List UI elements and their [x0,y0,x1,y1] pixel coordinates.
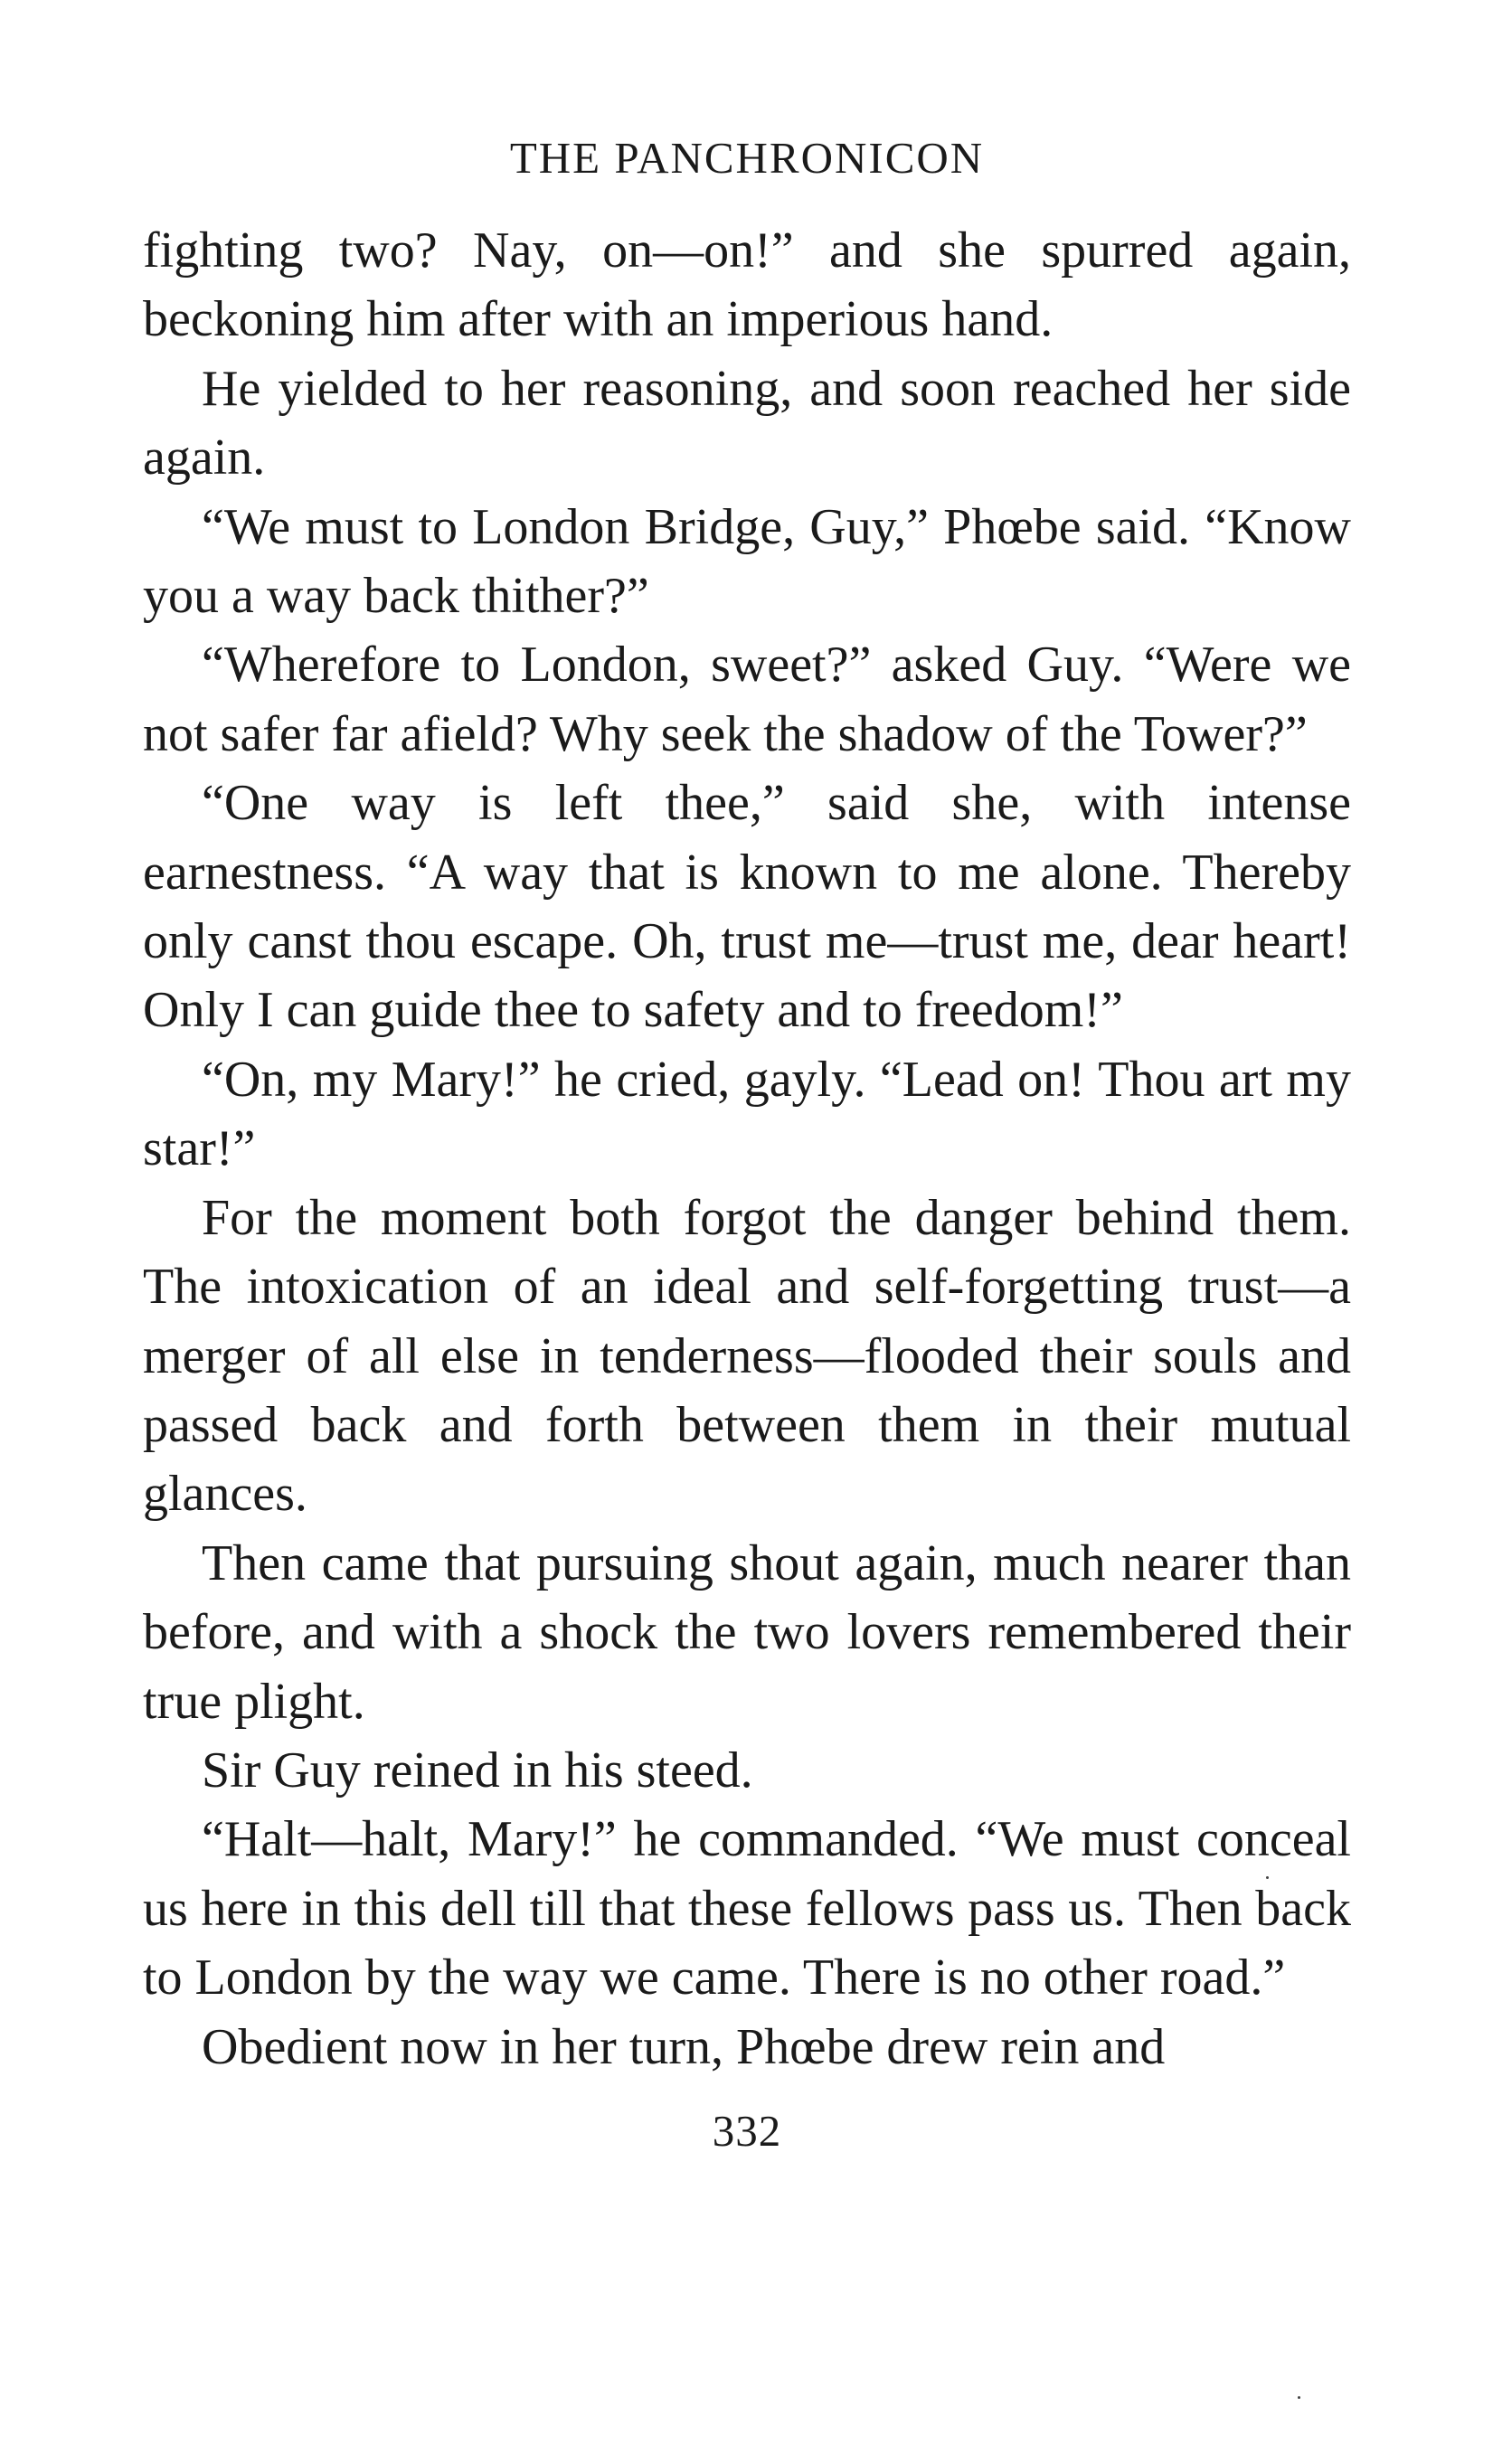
running-head: THE PANCHRONICON [509,133,985,183]
paragraph: “We must to London Bridge, Guy,” Phœbe said. “Know you a way back thither?” [143,498,1351,625]
paragraph: For the moment both forgot the danger behind them. The intoxication of an ideal and self-forgetting trust—a merger of all else in tenderness—flooded their souls and passed back and forth between them in their mutual glances. [143,1189,1351,1523]
paragraph: “Halt—halt, Mary!” he commanded. “We must conceal us here in this dell till that these fellows pass us. Then back to London by the way we came. There is no other road.” [143,1811,1351,2006]
paper-speck [1298,2396,1300,2399]
paragraph: “Wherefore to London, sweet?” asked Guy. “Were we not safer far afield? Why seek the shadow of the Tower?” [143,637,1351,762]
book-page [143,133,1351,2156]
paragraph: Obedient now in her turn, Phœbe drew rein and [202,2018,1166,2075]
paragraph: “On, my Mary!” he cried, gayly. “Lead on! Thou art my star!” [143,1051,1351,1177]
paragraph: He yielded to her reasoning, and soon reached her side again. [143,360,1351,486]
paper-speck [1266,1876,1269,1879]
page-body [143,216,1351,2082]
paragraph: fighting two? Nay, on—on!” and she spurred again, beckoning him after with an imperious hand. [143,222,1351,348]
paragraph: Sir Guy reined in his steed. [202,1742,753,1798]
paragraph: “One way is left thee,” said she, with intense earnestness. “A way that is known to me alone. Thereby only canst thou escape. Oh, trust me—trust me, dear heart! Only I can guide thee to safety and to freedom!” [143,775,1351,1039]
page-number: 332 [712,2105,782,2156]
paragraph: Then came that pursuing shout again, much nearer than before, and with a shock the two lovers remembered their true plight. [143,1534,1351,1730]
